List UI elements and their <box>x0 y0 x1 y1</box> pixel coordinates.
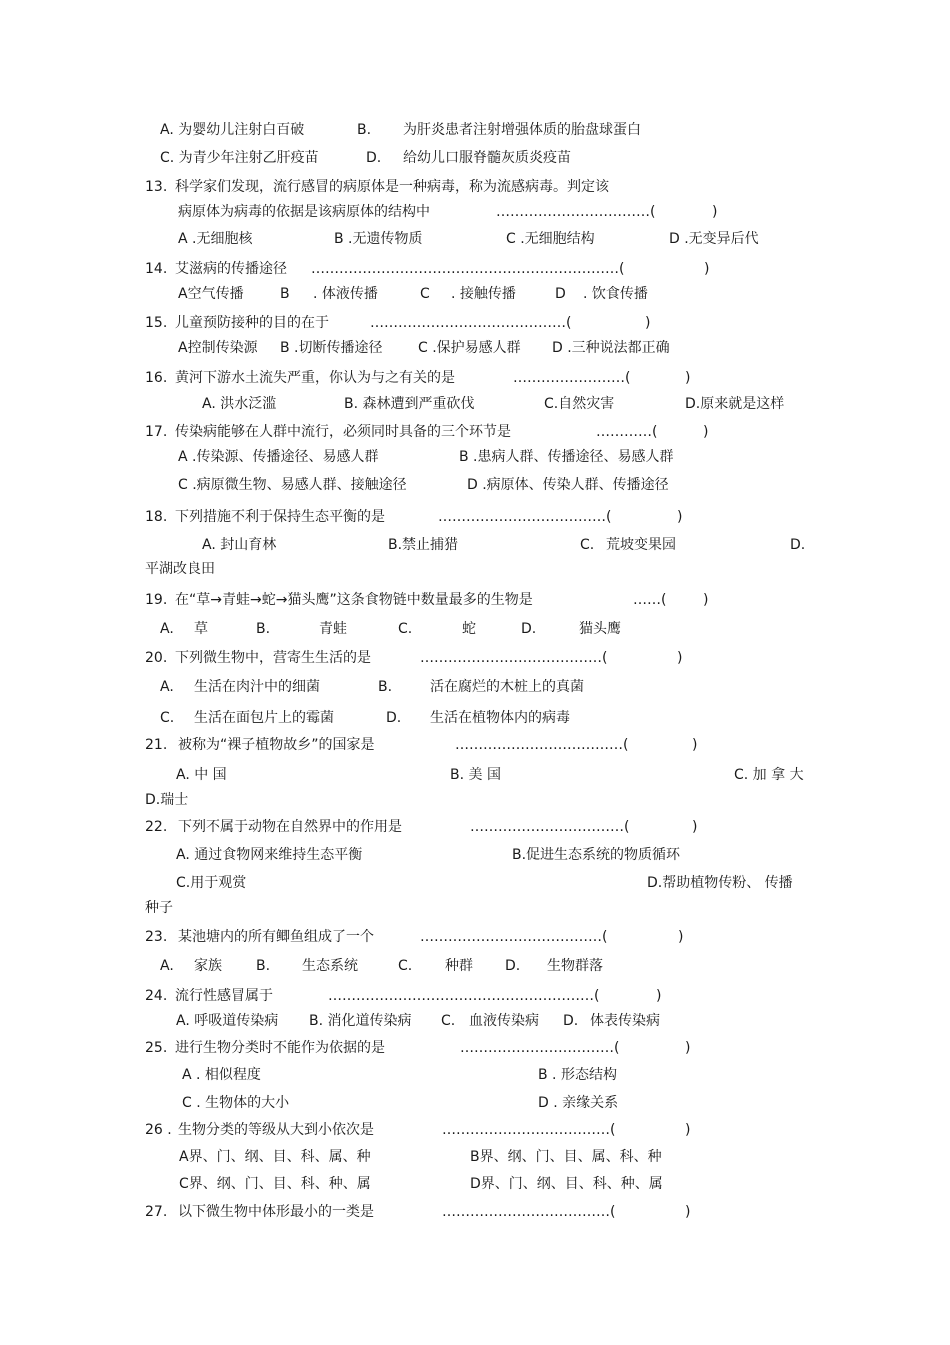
line-33-segment: ……………………………( <box>460 1040 620 1056</box>
line-0-segment: B. <box>357 122 372 138</box>
line-39-segment: 以下微生物中体形最小的一类是 <box>178 1204 374 1220</box>
line-27-lead: C.用于观赏 <box>176 875 247 891</box>
line-23-lead: A. 中 国 <box>176 767 227 783</box>
line-21-lead: C. <box>160 710 175 726</box>
line-14-segment: 下列措施不利于保持生态平衡的是 <box>175 509 385 525</box>
line-17-segment: ……( <box>633 592 667 608</box>
line-36-segment: ) <box>685 1122 691 1138</box>
line-7-segment: ) <box>645 315 651 331</box>
line-26-segment: B.促进生态系统的物质循环 <box>512 847 681 863</box>
line-25-segment: ……………………………( <box>470 819 630 835</box>
line-24-lead: D.瑞士 <box>145 792 189 808</box>
line-20-segment: 活在腐烂的木桩上的真菌 <box>430 679 584 695</box>
line-6-segment: D <box>555 286 566 302</box>
line-30-segment: B. <box>256 958 271 974</box>
line-2-lead: 13. <box>145 179 168 195</box>
line-9-segment: ) <box>685 370 691 386</box>
line-7-segment: 儿童预防接种的目的在于 <box>175 315 329 331</box>
line-36-segment: 生物分类的等级从大到小依次是 <box>178 1122 374 1138</box>
line-4-segment: C .无细胞结构 <box>506 231 595 247</box>
line-20-lead: A. <box>160 679 174 695</box>
line-37-segment: B界、纲、门、目、属、科、种 <box>470 1149 662 1165</box>
line-25-lead: 22. <box>145 819 168 835</box>
line-2-segment: 科学家们发现，流行感冒的病原体是一种病毒，称为流感病毒。判定该 <box>175 179 609 195</box>
line-30-segment: 生物群落 <box>547 958 603 974</box>
line-33-lead: 25. <box>145 1040 168 1056</box>
line-15-segment: C. <box>580 537 595 553</box>
line-39-segment: ………………………………( <box>442 1204 616 1220</box>
line-38-lead: C界、纲、门、目、科、种、属 <box>179 1176 371 1192</box>
line-32-segment: 体表传染病 <box>590 1013 660 1029</box>
line-37-lead: A界、门、纲、目、科、属、种 <box>179 1149 371 1165</box>
line-14-lead: 18. <box>145 509 168 525</box>
line-31-segment: 流行性感冒属于 <box>175 988 273 1004</box>
line-12-lead: A .传染源、传播途径、易感人群 <box>178 449 379 465</box>
line-25-segment: ) <box>692 819 698 835</box>
line-4-segment: B .无遗传物质 <box>334 231 423 247</box>
line-10-segment: B. 森林遭到严重砍伐 <box>344 396 475 412</box>
line-17-lead: 19. <box>145 592 168 608</box>
line-35-segment: D . 亲缘关系 <box>538 1095 619 1111</box>
line-6-lead: A空气传播 <box>178 286 244 302</box>
line-1-lead: C. 为青少年注射乙肝疫苗 <box>160 150 319 166</box>
line-7-lead: 15. <box>145 315 168 331</box>
line-36-lead: 26 . <box>145 1122 172 1138</box>
line-4-segment: D .无变异后代 <box>669 231 759 247</box>
line-31-lead: 24. <box>145 988 168 1004</box>
line-11-lead: 17. <box>145 424 168 440</box>
line-15-segment: D. <box>790 537 806 553</box>
line-18-segment: D. <box>521 621 537 637</box>
line-27-segment: D.帮助植物传粉、 传播 <box>647 875 793 891</box>
line-36-segment: ………………………………( <box>442 1122 616 1138</box>
line-16-lead: 平湖改良田 <box>145 561 215 577</box>
line-18-segment: 蛇 <box>462 621 476 637</box>
line-30-segment: 种群 <box>445 958 473 974</box>
line-6-segment: . 饮食传播 <box>583 286 648 302</box>
line-23-segment: C. 加 拿 大 <box>734 767 804 783</box>
line-29-lead: 23. <box>145 929 168 945</box>
line-6-segment: B <box>280 286 290 302</box>
line-32-segment: 血液传染病 <box>469 1013 539 1029</box>
line-18-segment: 猫头鹰 <box>579 621 621 637</box>
line-30-lead: A. <box>160 958 174 974</box>
line-15-segment: B.禁止捕猎 <box>388 537 459 553</box>
line-19-lead: 20. <box>145 650 168 666</box>
line-7-segment: ……………………………………( <box>370 315 572 331</box>
line-17-segment: 在“草→青蛙→蛇→猫头鹰”这条食物链中数量最多的生物是 <box>175 592 533 608</box>
line-19-segment: 下列微生物中，营寄生生活的是 <box>175 650 371 666</box>
line-22-segment: ………………………………( <box>455 737 629 753</box>
line-13-lead: C .病原微生物、易感人群、接触途径 <box>178 477 407 493</box>
line-20-segment: 生活在肉汁中的细菌 <box>194 679 320 695</box>
line-5-segment: …………………………………………………………( <box>311 261 625 277</box>
line-18-segment: B. <box>256 621 271 637</box>
line-34-lead: A . 相似程度 <box>182 1067 261 1083</box>
line-10-segment: D.原来就是这样 <box>685 396 785 412</box>
line-18-segment: 青蛙 <box>319 621 347 637</box>
line-1-segment: D. <box>366 150 382 166</box>
line-11-segment: 传染病能够在人群中流行，必须同时具备的三个环节是 <box>175 424 511 440</box>
line-22-lead: 21. <box>145 737 168 753</box>
line-25-segment: 下列不属于动物在自然界中的作用是 <box>178 819 402 835</box>
line-18-segment: 草 <box>194 621 208 637</box>
line-35-lead: C . 生物体的大小 <box>182 1095 290 1111</box>
line-38-segment: D界、门、纲、目、科、种、属 <box>470 1176 663 1192</box>
line-18-segment: C. <box>398 621 413 637</box>
line-33-segment: 进行生物分类时不能作为依据的是 <box>175 1040 385 1056</box>
line-29-segment: ) <box>678 929 684 945</box>
line-14-segment: ………………………………( <box>438 509 612 525</box>
line-3-lead: 病原体为病毒的依据是该病原体的结构中 <box>178 204 430 220</box>
line-3-segment: ……………………………( <box>496 204 656 220</box>
line-30-segment: C. <box>398 958 413 974</box>
line-15-lead: A. 封山育林 <box>202 537 277 553</box>
line-12-segment: B .患病人群、传播途径、易感人群 <box>459 449 674 465</box>
line-19-segment: ) <box>677 650 683 666</box>
line-11-segment: ) <box>703 424 709 440</box>
line-8-segment: D .三种说法都正确 <box>552 340 670 356</box>
line-9-segment: 黄河下游水土流失严重，你认为与之有关的是 <box>175 370 455 386</box>
line-11-segment: …………( <box>596 424 658 440</box>
line-21-segment: D. <box>386 710 402 726</box>
line-10-segment: C.自然灾害 <box>544 396 615 412</box>
line-0-segment: 为肝炎患者注射增强体质的胎盘球蛋白 <box>403 122 641 138</box>
line-28-lead: 种子 <box>145 900 173 916</box>
line-9-segment: ……………………( <box>513 370 631 386</box>
line-13-segment: D .病原体、传染人群、传播途径 <box>467 477 669 493</box>
line-34-segment: B . 形态结构 <box>538 1067 617 1083</box>
line-30-segment: 生态系统 <box>302 958 358 974</box>
line-6-segment: C <box>420 286 430 302</box>
line-19-segment: …………………………………( <box>420 650 608 666</box>
line-8-lead: A控制传染源 <box>178 340 258 356</box>
line-33-segment: ) <box>685 1040 691 1056</box>
line-9-lead: 16. <box>145 370 168 386</box>
line-32-lead: A. 呼吸道传染病 <box>176 1013 279 1029</box>
line-26-lead: A. 通过食物网来维持生态平衡 <box>176 847 363 863</box>
line-39-lead: 27. <box>145 1204 168 1220</box>
line-5-segment: 艾滋病的传播途径 <box>175 261 287 277</box>
line-6-segment: . 接触传播 <box>451 286 516 302</box>
line-32-segment: D. <box>563 1013 579 1029</box>
line-18-lead: A. <box>160 621 174 637</box>
line-32-segment: C. <box>441 1013 456 1029</box>
line-5-lead: 14. <box>145 261 168 277</box>
line-32-segment: B. 消化道传染病 <box>309 1013 412 1029</box>
line-5-segment: ) <box>704 261 710 277</box>
line-14-segment: ) <box>677 509 683 525</box>
line-15-segment: 荒坡变果园 <box>606 537 676 553</box>
line-8-segment: B .切断传播途径 <box>280 340 383 356</box>
line-4-lead: A .无细胞核 <box>178 231 253 247</box>
line-21-segment: 生活在面包片上的霉菌 <box>194 710 334 726</box>
line-31-segment: ) <box>656 988 662 1004</box>
line-30-segment: D. <box>505 958 521 974</box>
line-10-lead: A. 洪水泛滥 <box>202 396 277 412</box>
line-6-segment: . 体液传播 <box>313 286 378 302</box>
line-20-segment: B. <box>378 679 393 695</box>
line-31-segment: …………………………………………………( <box>328 988 600 1004</box>
line-1-segment: 给幼儿口服脊髓灰质炎疫苗 <box>403 150 571 166</box>
line-22-segment: ) <box>692 737 698 753</box>
line-3-segment: ) <box>712 204 718 220</box>
line-23-segment: B. 美 国 <box>450 767 501 783</box>
line-0-lead: A. 为婴幼儿注射白百破 <box>160 122 305 138</box>
line-39-segment: ) <box>685 1204 691 1220</box>
line-29-segment: …………………………………( <box>420 929 608 945</box>
line-30-segment: 家族 <box>194 958 222 974</box>
line-17-segment: ) <box>703 592 709 608</box>
line-8-segment: C .保护易感人群 <box>418 340 521 356</box>
line-29-segment: 某池塘内的所有鲫鱼组成了一个 <box>178 929 374 945</box>
line-22-segment: 被称为“裸子植物故乡”的国家是 <box>178 737 375 753</box>
line-21-segment: 生活在植物体内的病毒 <box>430 710 570 726</box>
